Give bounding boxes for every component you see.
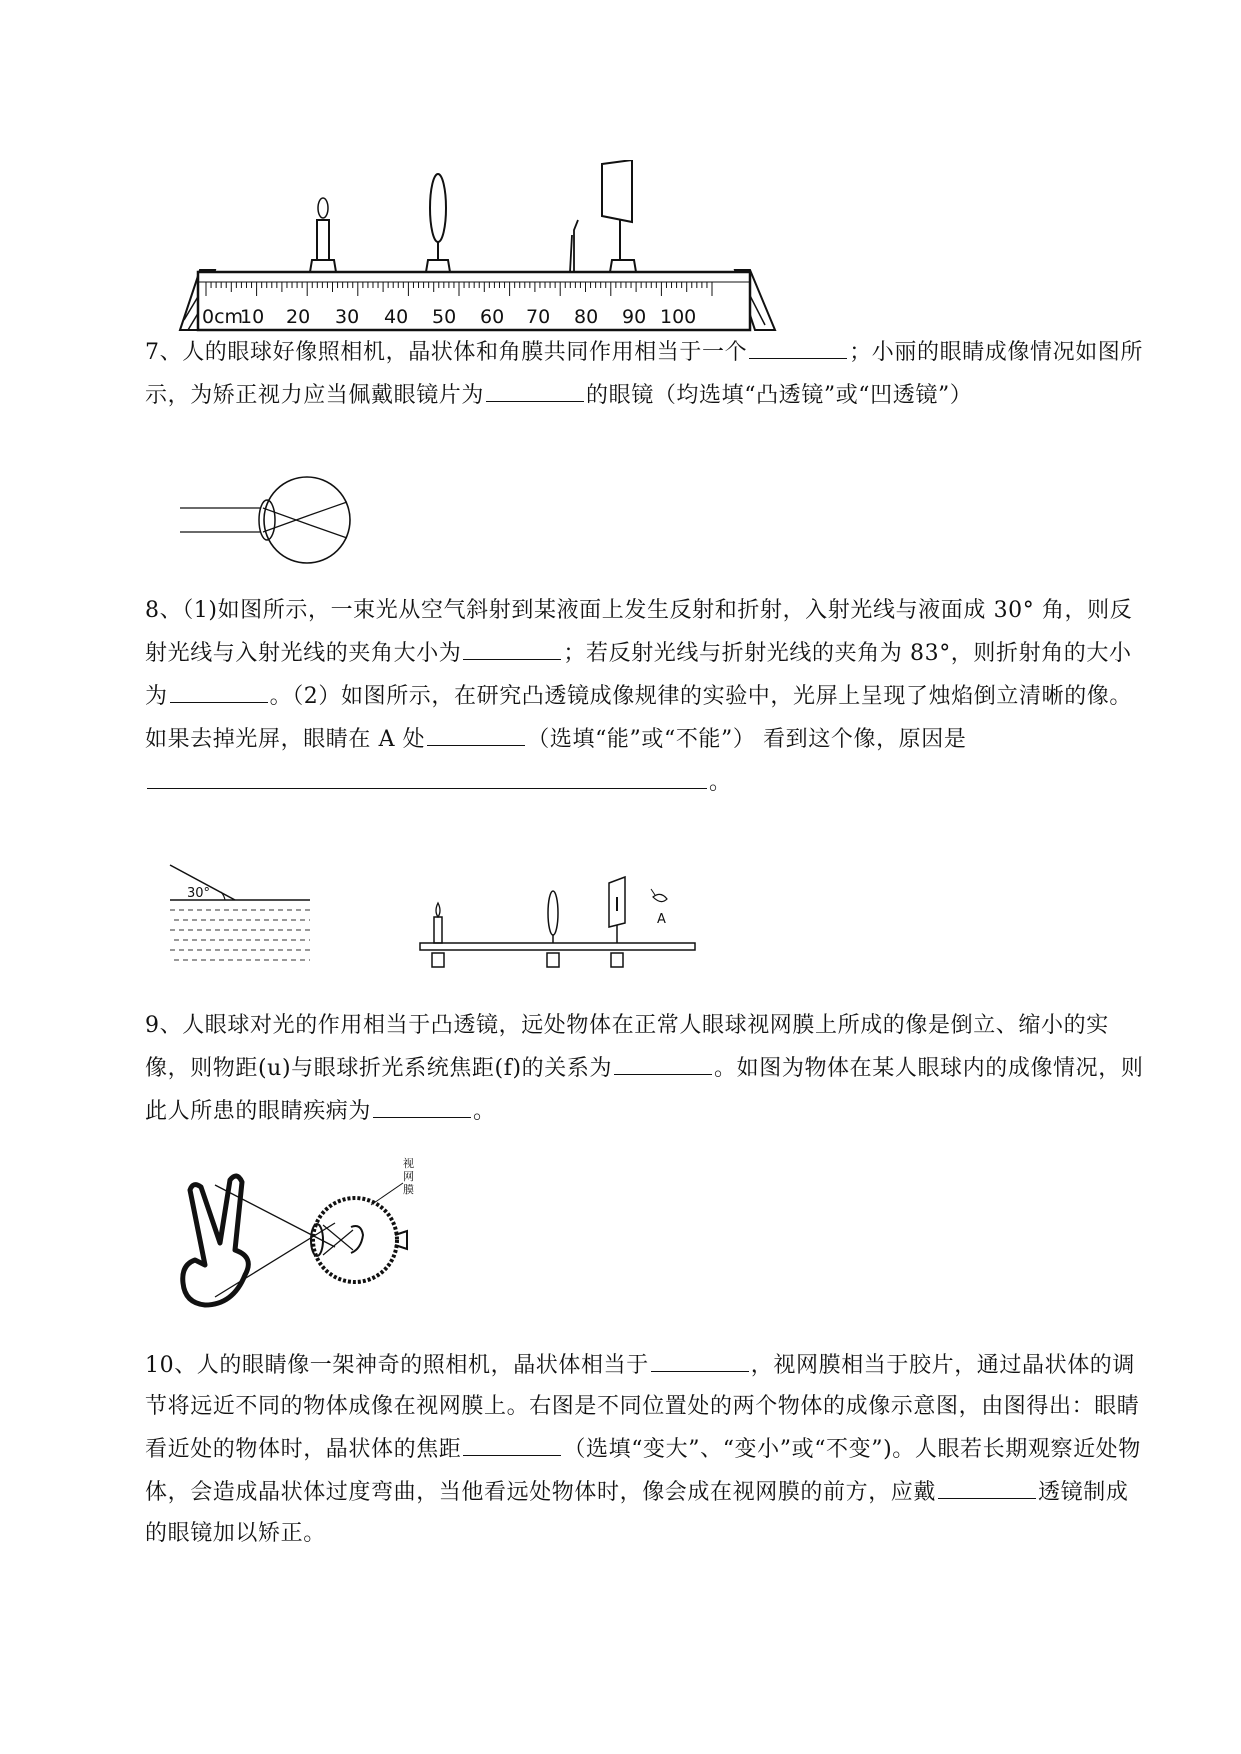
eyeball-image-figure — [175, 1157, 435, 1315]
convex-lens-bench-figure — [415, 875, 705, 985]
answer-blank[interactable] — [463, 631, 561, 660]
question-9 — [145, 1005, 1145, 1132]
q8-text-1: 8、（1)如图所示，一束光从空气斜射到某液面上发生反射和折射，入射光线与液面成 30° 角，则反射光线与入射光线的夹角大小为 — [145, 598, 1133, 666]
answer-blank[interactable] — [651, 1343, 749, 1372]
answer-blank[interactable] — [427, 717, 525, 746]
q8-text-5: 。 — [709, 770, 732, 795]
q10-text-3: （选填“变大”、“变小”或“不变”)。人眼若长期观察近处物体，会造成晶状体过度弯曲，当他看远处物体时，像会成在视网膜的前方，应戴 — [145, 1437, 1141, 1505]
scale-label: 10 — [240, 306, 265, 328]
scale-label: 60 — [480, 306, 505, 328]
q7-text-1: 7、人的眼球好像照相机，晶状体和角膜共同作用相当于一个 — [145, 340, 748, 365]
question-7 — [145, 330, 1145, 416]
answer-blank-reason[interactable] — [147, 760, 707, 789]
q8-text-4: （选填“能”或“不能”） 看到这个像，原因是 — [527, 727, 967, 752]
point-a-label: A — [657, 912, 666, 927]
answer-blank[interactable] — [463, 1427, 561, 1456]
scale-label: 100 — [660, 306, 697, 328]
scale-label: 0cm — [202, 306, 244, 328]
answer-blank[interactable] — [749, 330, 847, 359]
scale-label: 40 — [384, 306, 409, 328]
q7-text-2: ；小丽的眼睛成像情况如图所示，为矫正视力应当佩戴眼镜片为 — [145, 340, 1144, 408]
scale-label: 90 — [622, 306, 647, 328]
q10-text-2: ，视网膜相当于胶片，通过晶状体的调节将远近不同的物体成像在视网膜上。右图是不同位置处的两个物体的成像示意图，由图得出：眼睛看近处的物体时，晶状体的焦距 — [145, 1353, 1140, 1462]
retina-label: 视网膜 — [403, 1157, 414, 1196]
q9-text-3: 。 — [473, 1099, 496, 1124]
scale-label: 20 — [286, 306, 311, 328]
q10-text-1: 10、人的眼睛像一架神奇的照相机，晶状体相当于 — [145, 1353, 649, 1378]
answer-blank[interactable] — [614, 1046, 712, 1075]
question-10 — [145, 1343, 1145, 1554]
optical-bench-figure — [170, 160, 810, 340]
q10-text-4: 透镜制成的眼镜加以矫正。 — [145, 1480, 1129, 1546]
liquid-surface-figure — [165, 860, 315, 970]
scale-label: 30 — [335, 306, 360, 328]
q7-text-3: 的眼镜（均选填“凸透镜”或“凹透镜”） — [586, 383, 973, 408]
eye-diagram-figure — [175, 470, 375, 565]
q9-text-2: 。如图为物体在某人眼球内的成像情况，则此人所患的眼睛疾病为 — [145, 1056, 1144, 1124]
scale-label: 50 — [432, 306, 457, 328]
answer-blank[interactable] — [938, 1470, 1036, 1499]
scale-label: 70 — [526, 306, 551, 328]
answer-blank[interactable] — [373, 1089, 471, 1118]
angle-label: 30° — [187, 886, 211, 901]
answer-blank[interactable] — [170, 674, 268, 703]
q8-text-2: ；若反射光线与折射光线的夹角为 83°，则折射角的大小为 — [145, 641, 1132, 709]
answer-blank[interactable] — [486, 373, 584, 402]
scale-label: 80 — [574, 306, 599, 328]
q9-text-1: 9、人眼球对光的作用相当于凸透镜，远处物体在正常人眼球视网膜上所成的像是倒立、缩小的实像，则物距(u)与眼球折光系统焦距(f)的关系为 — [145, 1013, 1109, 1081]
q8-text-3: 。（2）如图所示，在研究凸透镜成像规律的实验中，光屏上呈现了烛焰倒立清晰的像。如果去掉光屏，眼睛在 A 处 — [145, 684, 1133, 752]
question-8 — [145, 590, 1145, 803]
